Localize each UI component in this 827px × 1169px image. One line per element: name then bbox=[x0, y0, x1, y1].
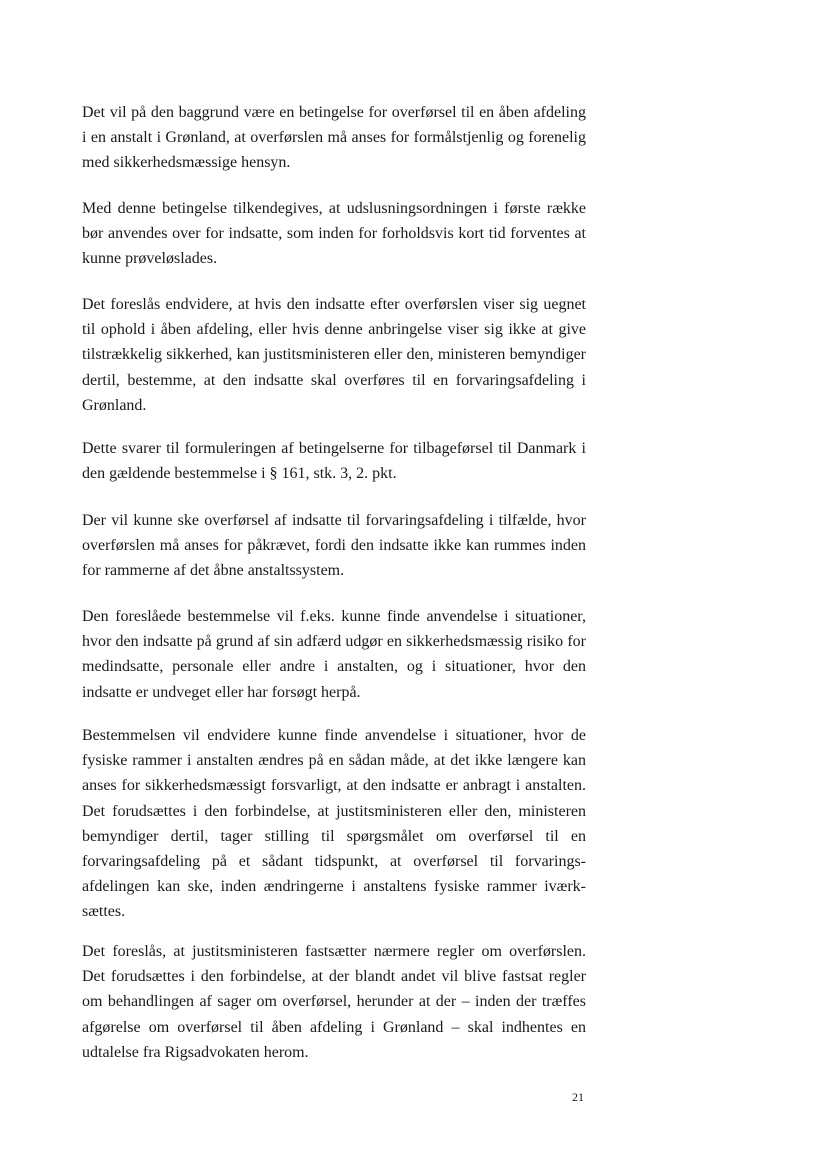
page-number: 21 bbox=[572, 1090, 584, 1104]
paragraph-5: Der vil kunne ske overførsel af indsatte til forvaringsafdeling i tilfælde, hvor overførslen må anses for påkrævet, fordi den indsatte ikke kan rummes inden for rammerne af det åbne anstaltssystem. bbox=[82, 512, 586, 580]
paragraph-1: Det vil på den baggrund være en betingelse for overførsel til en åben afdeling i en anstalt i Grønland, at overførslen må anses for formålstjenlig og forenelig med sikkerhedsmæssige hensyn. bbox=[82, 104, 586, 172]
paragraph-7: Bestemmelsen vil endvidere kunne finde anvendelse i situationer, hvor de fysiske rammer i anstalten ændres på en sådan måde, at det ikke længere kan anses for sikkerhedsmæssigt forsvarligt, at den indsatte er anbragt i anstalten. Det forudsættes i den forbindelse, at justitsministeren eller den, ministeren bemyndiger dertil, tager stilling til spørgsmålet om overførsel til en forvaringsafdeling på et sådant tidspunkt, at overførsel til forvaringsafdelingen kan ske, inden ændringerne i anstaltens fysiske rammer iværksættes. bbox=[82, 727, 586, 921]
paragraph-4: Dette svarer til formuleringen af betingelserne for tilbageførsel til Danmark i den gældende bestemmelse i § 161, stk. 3, 2. pkt. bbox=[82, 440, 586, 483]
paragraph-6: Den foreslåede bestemmelse vil f.eks. kunne finde anvendelse i situationer, hvor den indsatte på grund af sin adfærd udgør en sikkerhedsmæssig risiko for medindsatte, personale eller andre i anstalten, og i situationer, hvor den indsatte er undveget eller har forsøgt herpå. bbox=[82, 608, 586, 701]
paragraph-3: Det foreslås endvidere, at hvis den indsatte efter overførslen viser sig uegnet til ophold i åben afdeling, eller hvis denne anbringelse viser sig ikke at give tilstrækkelig sikkerhed, kan justitsministeren eller den, ministeren bemyndiger dertil, bestemme, at den indsatte skal overføres til en forvaringsafdeling i Grønland. bbox=[82, 296, 586, 414]
paragraph-8: Det foreslås, at justitsministeren fastsætter nærmere regler om overførslen. Det forudsættes i den forbindelse, at der blandt andet vil blive fastsat regler om behandlingen af sager om overførsel, herunder at der – inden der træffes afgørelse om overførsel til åben afdeling i Grønland – skal indhentes en udtalelse fra Rigsadvokaten herom. bbox=[82, 943, 586, 1061]
paragraph-2: Med denne betingelse tilkendegives, at udslusningsordningen i første række bør anvendes over for indsatte, som inden for forholdsvis kort tid forventes at kunne prøveløslades. bbox=[82, 200, 586, 268]
